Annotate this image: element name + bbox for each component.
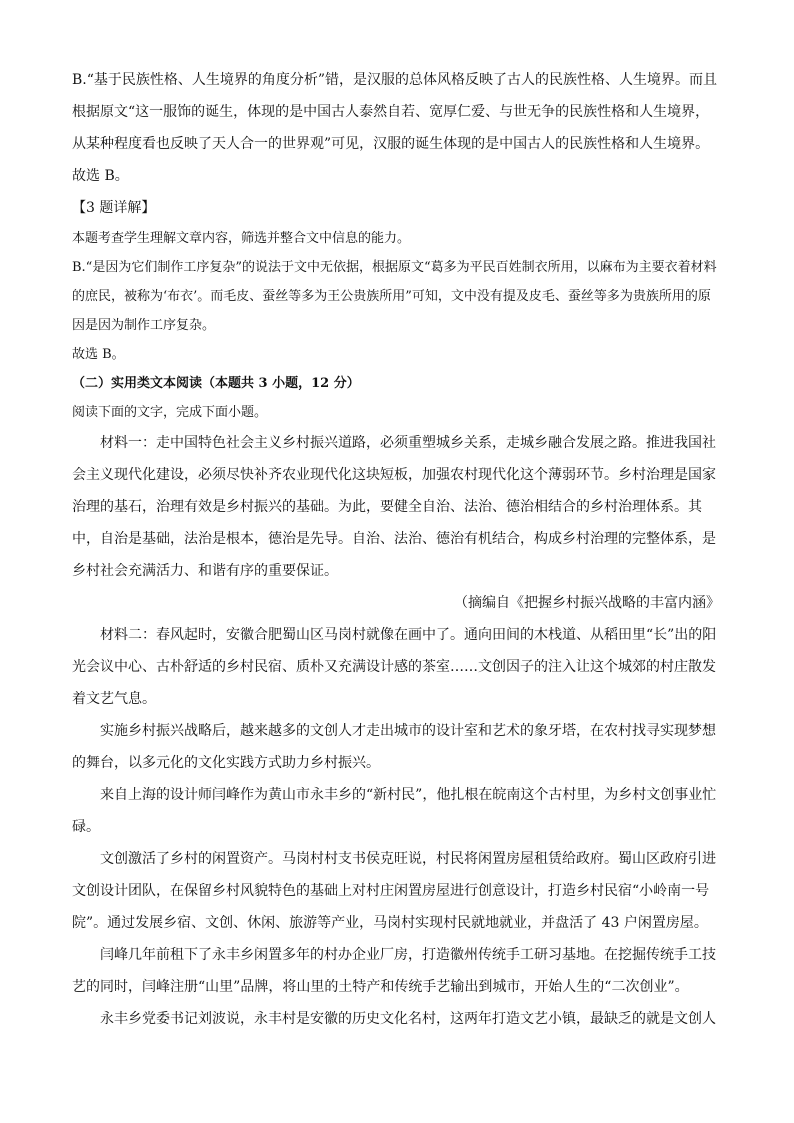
material-two-paragraph: 材料二：春风起时，安徽合肥蜀山区马岗村就像在画中了。通向田间的木栈道、从稻田里“长”出的阳光会议中心、古朴舒适的乡村民宿、质朴又充满设计感的茶室……文创因子的注入让这个城郊的村庄散发着文艺气息。 [72,627,717,707]
material-two-paragraph: 永丰乡党委书记刘波说，永丰村是安徽的历史文化名村，这两年打造文艺小镇，最缺乏的就是文创人 [100,1011,716,1027]
material-two-paragraph: 来自上海的设计师闫峰作为黄山市永丰乡的“新村民”，他扎根在皖南这个古村里，为乡村文创事业忙碌。 [72,787,717,835]
document-body [72,64,720,1035]
option-b-explanation-paragraph: B.“是因为它们制作工序复杂”的说法于文中无依据，根据原文“葛多为平民百姓制衣所用，以麻布为主要衣着材料的庶民，被称为‘布衣’。而毛皮、蚕丝等多为王公贵族所用”可知，文中没有提及皮毛、蚕丝等多为贵族所用的原因是因为制作工序复杂。 [72,260,717,333]
answer-line: 故选 B。 [72,347,125,362]
material-two-paragraph: 闫峰几年前租下了永丰乡闲置多年的村办企业厂房，打造徽州传统手工研习基地。在挖掘传统手工技艺的同时，闫峰注册“山里”品牌，将山里的土特产和传统手艺输出到城市，开始人生的“二次创业”。 [72,947,716,995]
reading-instruction: 阅读下面的文字，完成下面小题。 [72,405,268,420]
material-two-paragraph: 实施乡村振兴战略后，越来越多的文创人才走出城市的设计室和艺术的象牙塔，在农村找寻实现梦想的舞台，以多元化的文化实践方式助力乡村振兴。 [72,723,716,771]
material-two-paragraph: 文创激活了乡村的闲置资产。马岗村村支书侯克旺说，村民将闲置房屋租赁给政府。蜀山区政府引进文创设计团队，在保留乡村风貌特色的基础上对村庄闲置房屋进行创意设计，打造乡村民宿“小岭南一号院”。通过发展乡宿、文创、休闲、旅游等产业，马岗村实现村民就地就业，并盘活了 43 户闲置房屋。 [72,851,716,931]
material-one-paragraph: 材料一：走中国特色社会主义乡村振兴道路，必须重塑城乡关系，走城乡融合发展之路。推进我国社会主义现代化建设，必须尽快补齐农业现代化这块短板，加强农村现代化这个薄弱环节。乡村治理是国家治理的基石，治理有效是乡村振兴的基础。为此，要健全自治、法治、德治相结合的乡村治理体系。其中，自治是基础，法治是根本，德治是先导。自治、法治、德治有机结合，构成乡村治理的完整体系，是乡村社会充满活力、和谐有序的重要保证。 [72,435,716,579]
question-3-intro: 本题考查学生理解文章内容，筛选并整合文中信息的能力。 [72,231,411,246]
question-3-heading: 【3 题详解】 [72,200,156,216]
option-b-analysis-paragraph: B.“基于民族性格、人生境界的角度分析”错，是汉服的总体风格反映了古人的民族性格、人生境界。而且根据原文“这一服饰的诞生，体现的是中国古人泰然自若、宽厚仁爱、与世无争的民族性格和人生境界，从某种程度看也反映了天人合一的世界观”可见，汉服的诞生体现的是中国古人的民族性格和人生境界。 [72,72,718,152]
section-heading: （二）实用类文本阅读（本题共 3 小题，12 分） [72,376,360,391]
material-one-source: （摘编自《把握乡村振兴战略的丰富内涵》 [454,595,720,611]
answer-line: 故选 B。 [72,168,129,184]
